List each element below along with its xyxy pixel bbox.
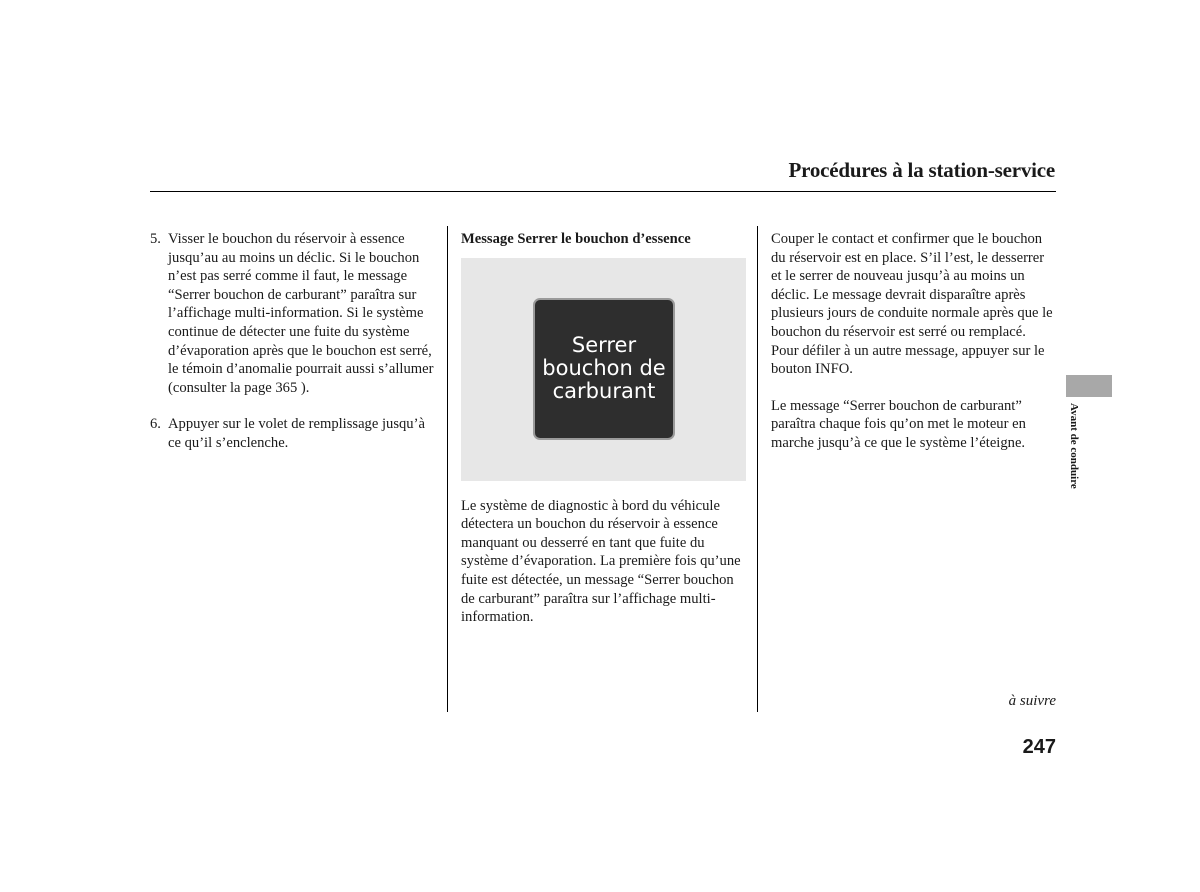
body-paragraph: Couper le contact et confirmer que le bouchon du réservoir est en place. S’il l’est, le desserrer et le serrer de nouveau jusqu’à au moins un déclic. Le message devrait disparaître après plusieurs jours de conduite normale après que le bouchon du réservoir est serré ou remplacé. Pour défiler à un autre message, appuyer sur le bouton INFO. bbox=[771, 231, 1053, 378]
section-label: Avant de conduire bbox=[1068, 403, 1080, 489]
left-column bbox=[150, 230, 435, 453]
multi-information-display bbox=[533, 298, 675, 440]
header-rule bbox=[150, 191, 1056, 192]
display-message: Serrer bouchon de carburant bbox=[542, 333, 666, 404]
page-title: Procédures à la station-service bbox=[788, 158, 1055, 182]
step-text: Appuyer sur le volet de remplissage jusqu’à ce qu’il s’enclenche. bbox=[168, 416, 425, 451]
step-6 bbox=[150, 415, 435, 452]
figure-heading: Message Serrer le bouchon d’essence bbox=[461, 231, 691, 247]
display-figure bbox=[461, 258, 746, 481]
step-number: 6. bbox=[150, 416, 161, 433]
middle-column bbox=[461, 230, 746, 627]
continued-note: à suivre bbox=[1008, 693, 1056, 709]
step-text: Visser le bouchon du réservoir à essence jusqu’au au moins un déclic. Si le bouchon n’est pas serré comme il faut, le message “Serrer bouchon de carburant” paraîtra sur l’affichage multi-information. Si le système continue de détecter une fuite du système d’évaporation après que le bouchon est serré, le témoin d’anomalie pourrait aussi s’allumer (consulter la page 365 ). bbox=[168, 231, 434, 396]
step-5 bbox=[150, 230, 435, 397]
column-divider bbox=[447, 226, 448, 712]
body-paragraph: Le système de diagnostic à bord du véhicule détectera un bouchon du réservoir à essence manquant ou desserré en tant que fuite du système d’évaporation. La première fois qu’une fuite est détectée, un message “Serrer bouchon de carburant” paraîtra sur l’affichage multi-information. bbox=[461, 497, 741, 626]
right-column bbox=[771, 230, 1056, 453]
step-number: 5. bbox=[150, 231, 161, 247]
body-paragraph: Le message “Serrer bouchon de carburant” paraîtra chaque fois qu’on met le moteur en marche jusqu’à ce que le système l’éteigne. bbox=[771, 397, 1026, 451]
column-divider bbox=[757, 226, 758, 712]
section-tab bbox=[1066, 375, 1112, 397]
page-number: 247 bbox=[1022, 736, 1056, 758]
